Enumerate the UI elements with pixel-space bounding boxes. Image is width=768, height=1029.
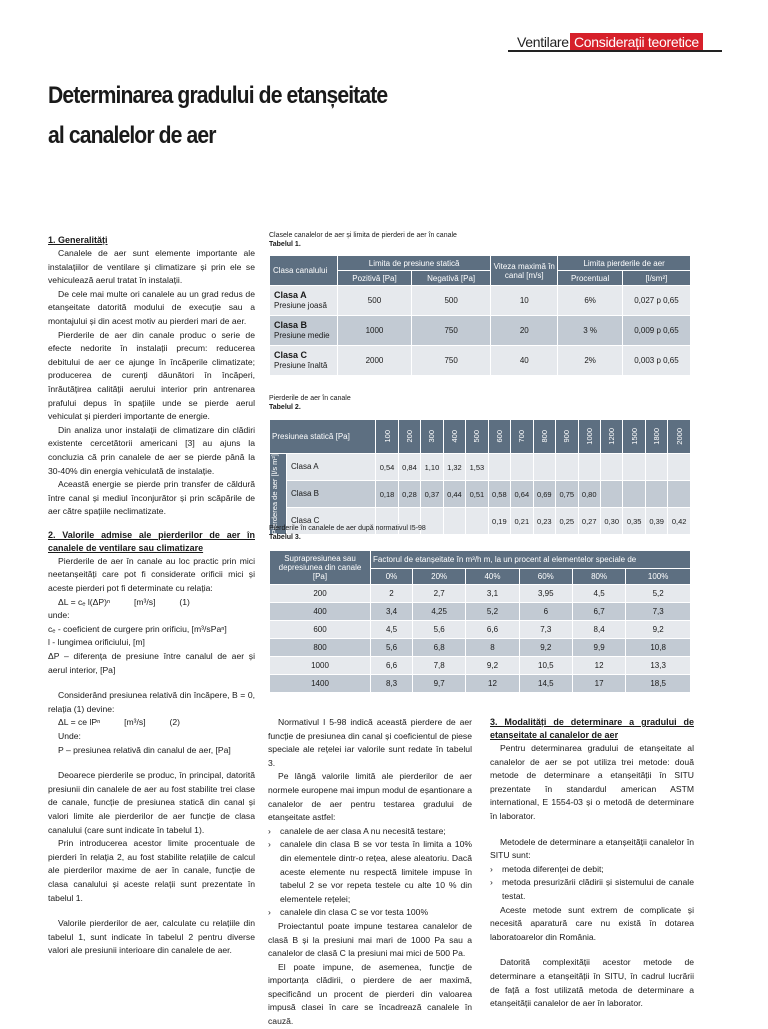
cell: 6,6	[466, 621, 519, 639]
cell: 0,54	[376, 454, 398, 481]
class-sub: Presiune joasă	[274, 301, 327, 310]
cell: 500	[338, 286, 412, 316]
paragraph: De cele mai multe ori canalele au un grad redus de etanșeitate datorită modului de execuție sau a montajului și din acest motiv au pierderi mari de aer.	[48, 288, 255, 326]
pressure-label: 600	[494, 430, 504, 443]
cell: 1000	[338, 316, 412, 346]
paragraph: Unde:	[58, 731, 81, 741]
cell: 6	[519, 603, 572, 621]
table-row	[270, 286, 691, 316]
cell: 8,3	[371, 675, 413, 693]
column-2	[268, 716, 472, 1029]
cell: 0,003 p 0,65	[622, 346, 690, 376]
cell: 0,35	[623, 508, 645, 535]
cell: 3,4	[371, 603, 413, 621]
cell: 6%	[558, 286, 623, 316]
cell: 4,5	[371, 621, 413, 639]
row-label	[270, 316, 338, 346]
paragraph: Datorită complexității acestor metode de determinare a etanșeității în SITU, în cadrul lucrării de față a fost utilizată metoda de determinare a etanșeității canalelor de aer în laborator.	[490, 957, 694, 1009]
cell: 0,19	[488, 508, 510, 535]
cell: 4,5	[572, 585, 625, 603]
th-static-limit: Limita de presiune statică	[338, 256, 491, 271]
row-label: Clasa A	[287, 454, 376, 481]
table-row	[270, 603, 691, 621]
cell: 3 %	[558, 316, 623, 346]
th-pressure-value	[578, 420, 600, 454]
caption-text: Pierderile de aer în canale	[269, 395, 351, 402]
cell	[600, 454, 622, 481]
class-name: Clasa C	[274, 350, 308, 360]
table-row	[270, 346, 691, 376]
cell: 10	[491, 286, 558, 316]
caption-text: Clasele canalelor de aer și limita de pierderi de aer în canale	[269, 232, 457, 239]
cell: 0,37	[421, 481, 443, 508]
class-sub: Presiune medie	[274, 331, 330, 340]
cell: 6,6	[371, 657, 413, 675]
th-pressure-value	[600, 420, 622, 454]
cell: 0,18	[376, 481, 398, 508]
th-percent: 0%	[371, 569, 413, 585]
th-pressure-value	[511, 420, 533, 454]
cell: 17	[572, 675, 625, 693]
cell: 0,25	[556, 508, 578, 535]
paragraph: El poate impune, de asemenea, funcție de importanța clădirii, o pierdere de aer maximă, specificând un procent de pierderi din valoarea impusă clasei în care se încadrează canalele în cauză.	[268, 961, 472, 1027]
pressure-label: 400	[449, 430, 459, 443]
cell: 12	[466, 675, 519, 693]
pressure-label: 1200	[607, 428, 617, 445]
cell	[623, 454, 645, 481]
row-label	[270, 286, 338, 316]
cell: 10,5	[519, 657, 572, 675]
cell: 500	[411, 286, 490, 316]
th-percent: 80%	[572, 569, 625, 585]
cell: 0,80	[578, 481, 600, 508]
pressure-cell: 1400	[270, 675, 371, 693]
th-pressure-value	[466, 420, 488, 454]
row-label: Clasa B	[287, 481, 376, 508]
paragraph: Valorile pierderilor de aer, calculate cu relațiile din tabelul 1, sunt indicate în tabelul 2 pentru diverse valori ale presiunii interioare din canalele de aer.	[48, 918, 255, 956]
cell: 20	[491, 316, 558, 346]
cell: 0,23	[533, 508, 555, 535]
pressure-label: 200	[404, 430, 414, 443]
th-pressure-value	[623, 420, 645, 454]
table-1	[269, 255, 691, 376]
table-1-caption	[269, 231, 457, 249]
paragraph: Pierderile de aer în canale au loc practic prin mici neetanșeități care pot fi considerate orificii mici și aceste pierderi pot fi determinate cu relația:	[48, 555, 255, 594]
cell: 0,28	[398, 481, 420, 508]
list-item: › metoda presurizării clădirii și sistemului de canale testat.	[502, 876, 694, 903]
th-percent: Procentual	[558, 271, 623, 286]
cell: 5,6	[371, 639, 413, 657]
pressure-label: 500	[472, 430, 482, 443]
bullet-list	[490, 863, 694, 904]
cell: 750	[411, 346, 490, 376]
cell: 7,3	[519, 621, 572, 639]
section-heading-2: 2. Valorile admise ale pierderilor de aer în canalele de ventilare sau climatizare	[48, 529, 255, 553]
table-row	[270, 316, 691, 346]
table-label: Tabelul 3.	[269, 534, 301, 541]
paragraph: Pierderile de aer din canale produc o serie de efecte nedorite în instalații precum: reducerea debitului de aer ce ajunge în încăperile climatizate; producerea de curenți dăunători în încăperi, înrăutățirea calității aerului interior prin antrenarea prafului depus în spațiile unde se pierde aerul vehiculat și pierderi importante de energie.	[48, 329, 255, 422]
header-rule	[508, 50, 722, 52]
cell: 1,10	[421, 454, 443, 481]
th-pressure-value	[488, 420, 510, 454]
cell: 0,27	[578, 508, 600, 535]
cell: 0,84	[398, 454, 420, 481]
cell: 9,2	[519, 639, 572, 657]
paragraph: Din analiza unor instalații de climatizare din clădiri existente cercetătorii americani [3] au ajuns la concluzia că prin canalele de aer se pierde până la 30-40% din energia vehiculată de instalație.	[48, 424, 255, 476]
section-heading-3: 3. Modalități de determinare a gradului de etanșeitate al canalelor de aer	[490, 717, 694, 740]
table-label: Tabelul 1.	[269, 241, 301, 248]
pressure-label: 800	[539, 430, 549, 443]
paragraph: Prin introducerea acestor limite procentuale de pierderi în relația 2, au fost stabilite relațiile de calcul ale pierderilor maxime de aer în canale, funcție de clasa canalului și aceste relații sunt prezentate în tabelul 1.	[48, 838, 255, 903]
cell	[488, 454, 510, 481]
cell: 9,7	[413, 675, 466, 693]
cell: 2%	[558, 346, 623, 376]
th-percent: 20%	[413, 569, 466, 585]
cell: 6,8	[413, 639, 466, 657]
cell: 0,42	[668, 508, 691, 535]
cell: 5,2	[626, 585, 691, 603]
column-3	[490, 716, 694, 1011]
cell: 2,7	[413, 585, 466, 603]
definition: cₑ - coeficient de curgere prin orificiu, [m³/sPaⁿ]	[48, 623, 227, 634]
table-label: Tabelul 2.	[269, 404, 301, 411]
cell: 3,1	[466, 585, 519, 603]
table-row	[270, 675, 691, 693]
th-static-pressure: Presiunea statică [Pa]	[270, 420, 376, 454]
cell	[668, 454, 691, 481]
cell: 9,2	[466, 657, 519, 675]
cell: 7,8	[413, 657, 466, 675]
th-positive: Pozitivă [Pa]	[338, 271, 412, 286]
paragraph: unde:	[48, 610, 70, 621]
th-pressure-value	[533, 420, 555, 454]
paragraph: Pentru determinarea gradului de etanșeitate al canalelor de aer se pot utiliza trei metode: două metode de determinare a etanșeității în SITU prezentate în standardul american ASTM international, E 1554-03 și o metodă de determinare în laborator.	[490, 743, 694, 821]
cell: 3,95	[519, 585, 572, 603]
cell: 40	[491, 346, 558, 376]
bullet-list	[268, 825, 472, 920]
cell: 5,6	[413, 621, 466, 639]
pressure-label: 1800	[652, 428, 662, 445]
cell: 13,3	[626, 657, 691, 675]
cell: 10,8	[626, 639, 691, 657]
table-3-caption	[269, 524, 426, 542]
cell	[511, 454, 533, 481]
class-name: Clasa A	[274, 290, 307, 300]
cell: 2000	[338, 346, 412, 376]
cell: 750	[411, 316, 490, 346]
cell: 2	[371, 585, 413, 603]
section-heading-1: 1. Generalități	[48, 235, 108, 245]
list-item: › canalele din clasa C se vor testa 100%	[280, 906, 472, 920]
cell: 0,21	[511, 508, 533, 535]
th-percent: 60%	[519, 569, 572, 585]
paragraph: Considerând presiunea relativă din încăpere, B = 0, relația (1) devine:	[48, 690, 255, 714]
column-1	[48, 234, 255, 958]
pressure-cell: 800	[270, 639, 371, 657]
class-sub: Presiune înaltă	[274, 361, 328, 370]
cell	[645, 481, 667, 508]
definition: l - lungimea orificiului, [m]	[48, 637, 145, 648]
cell: 8	[466, 639, 519, 657]
cell: 0,64	[511, 481, 533, 508]
cell	[556, 454, 578, 481]
list-item: › canalele din clasa B se vor testa în limita a 10% din elementele dintr-o rețea, alese aleatoriu. Dacă aceste elemente nu respectă limitele impuse în tabelul 2 se vor repeta testele cu alte 10 % din elementele rețelei;	[280, 838, 472, 906]
pressure-cell: 400	[270, 603, 371, 621]
paragraph: Această energie se pierde prin transfer de căldură între canal și mediul înconjurător și prin scăpările de aer către spațiile neclimatizate.	[48, 479, 255, 517]
definition: ΔP – diferența de presiune între canalul de aer și aerul interior, [Pa]	[48, 651, 255, 675]
th-unit: [l/sm²]	[622, 271, 690, 286]
th-pressure-value	[645, 420, 667, 454]
cell: 6,7	[572, 603, 625, 621]
cell	[578, 454, 600, 481]
th-pressure-value	[376, 420, 398, 454]
title-line-2: al canalelor de aer	[48, 122, 216, 149]
list-item: › canalele de aer clasa A nu necesită testare;	[280, 825, 472, 839]
pressure-cell: 200	[270, 585, 371, 603]
class-name: Clasa B	[274, 320, 308, 330]
cell: 5,2	[466, 603, 519, 621]
cell: 0,39	[645, 508, 667, 535]
cell	[600, 481, 622, 508]
th-air-loss	[270, 454, 287, 535]
th-percent: 40%	[466, 569, 519, 585]
header-section: Ventilare	[517, 34, 569, 50]
th-percent: 100%	[626, 569, 691, 585]
cell: 9,2	[626, 621, 691, 639]
th-pressure-value	[421, 420, 443, 454]
cell: 0,69	[533, 481, 555, 508]
article-title	[48, 76, 576, 156]
th-pressure-value	[398, 420, 420, 454]
cell: 1,53	[466, 454, 488, 481]
table-2-caption	[269, 394, 351, 412]
paragraph: Proiectantul poate impune testarea canalelor de clasă B și la presiuni mai mari de 1000 Pa sau a canalelor de clasă C la presiuni mai mici de 500 Pa.	[268, 920, 472, 959]
cell: 0,58	[488, 481, 510, 508]
row-label	[270, 346, 338, 376]
caption-text: Pierderile în canalele de aer după normativul I5-98	[269, 525, 426, 532]
definition: P – presiunea relativă din canalul de aer, [Pa]	[58, 744, 231, 755]
cell: 1,32	[443, 454, 465, 481]
th-pressure-value	[443, 420, 465, 454]
list-item: › metoda diferenței de debit;	[502, 863, 694, 877]
cell: 18,5	[626, 675, 691, 693]
pressure-label: 2000	[674, 428, 684, 445]
cell: 9,9	[572, 639, 625, 657]
row-label: Clasa C	[287, 508, 376, 535]
table-3	[269, 550, 691, 693]
cell: 0,30	[600, 508, 622, 535]
title-line-1: Determinarea gradului de etanșeitate	[48, 82, 388, 109]
equation-1: ΔL = cₑ l(ΔP)ⁿ [m³/s] (1)	[58, 596, 190, 607]
table-row	[270, 639, 691, 657]
paragraph: Metodele de determinare a etanșeității canalelor în SITU sunt:	[490, 836, 694, 861]
pressure-label: 900	[562, 430, 572, 443]
th-class: Clasa canalului	[270, 256, 338, 286]
table-row	[270, 657, 691, 675]
paragraph: Deoarece pierderile se produc, în principal, datorită presiunii din canalele de aer au fost stabilite trei clase de canale, funcție de presiunea statică din canal și valori limite ale pierderilor de aer funcție de clasa canalului (care sunt indicate în tabelul 1).	[48, 770, 255, 835]
paragraph: Aceste metode sunt extrem de complicate și necesită aparatură care nu există în dotarea laboratoarelor din România.	[490, 904, 694, 942]
cell: 4,25	[413, 603, 466, 621]
header-subsection: Considerații teoretice	[570, 33, 703, 50]
cell: 0,009 p 0,65	[622, 316, 690, 346]
pressure-label: 700	[517, 430, 527, 443]
cell: 12	[572, 657, 625, 675]
pressure-label: 100	[382, 430, 392, 443]
table-row	[270, 621, 691, 639]
cell: 8,4	[572, 621, 625, 639]
cell: 14,5	[519, 675, 572, 693]
table-row	[270, 585, 691, 603]
pressure-cell: 600	[270, 621, 371, 639]
paragraph: Canalele de aer sunt elemente importante ale instalațiilor de ventilare și climatizare și prin ele se vehiculează aerul tratat în instalații.	[48, 248, 255, 286]
th-negative: Negativă [Pa]	[411, 271, 490, 286]
th-pressure-value	[556, 420, 578, 454]
th-air-loss-label: Pierderea de aer [l/s m²]	[270, 454, 279, 535]
th-factor: Factorul de etanșeitate în m³/h m, la un procent al elementelor speciale de	[371, 551, 691, 569]
cell	[668, 481, 691, 508]
cell: 0,75	[556, 481, 578, 508]
pressure-label: 1500	[629, 428, 639, 445]
equation-2: ΔL = ce lPⁿ [m³/s] (2)	[58, 717, 180, 728]
cell: 7,3	[626, 603, 691, 621]
table-2	[269, 419, 691, 535]
cell: 0,027 p 0,65	[622, 286, 690, 316]
paragraph: Pe lângă valorile limită ale pierderilor de aer normele europene mai impun modul de eșantionare a canalelor de aer pentru testarea gradului de etanșeitate astfel:	[268, 771, 472, 823]
cell	[466, 508, 488, 535]
th-pressure: Suprapresiunea sau depresiunea din canale [Pa]	[270, 551, 371, 585]
cell: 0,51	[466, 481, 488, 508]
pressure-cell: 1000	[270, 657, 371, 675]
paragraph: Normativul I 5-98 indică această pierdere de aer funcție de presiunea din canal și coeficientul de piese speciale ale rețelei iar valorile sunt redate în tabelul 3.	[268, 717, 472, 768]
cell	[623, 481, 645, 508]
cell: 0,44	[443, 481, 465, 508]
cell	[645, 454, 667, 481]
pressure-label: 1000	[584, 428, 594, 445]
cell	[533, 454, 555, 481]
th-pressure-value	[668, 420, 691, 454]
th-speed: Viteza maximă în canal [m/s]	[491, 256, 558, 286]
pressure-label: 300	[427, 430, 437, 443]
th-loss-limit: Limita pierderile de aer	[558, 256, 691, 271]
cell	[443, 508, 465, 535]
